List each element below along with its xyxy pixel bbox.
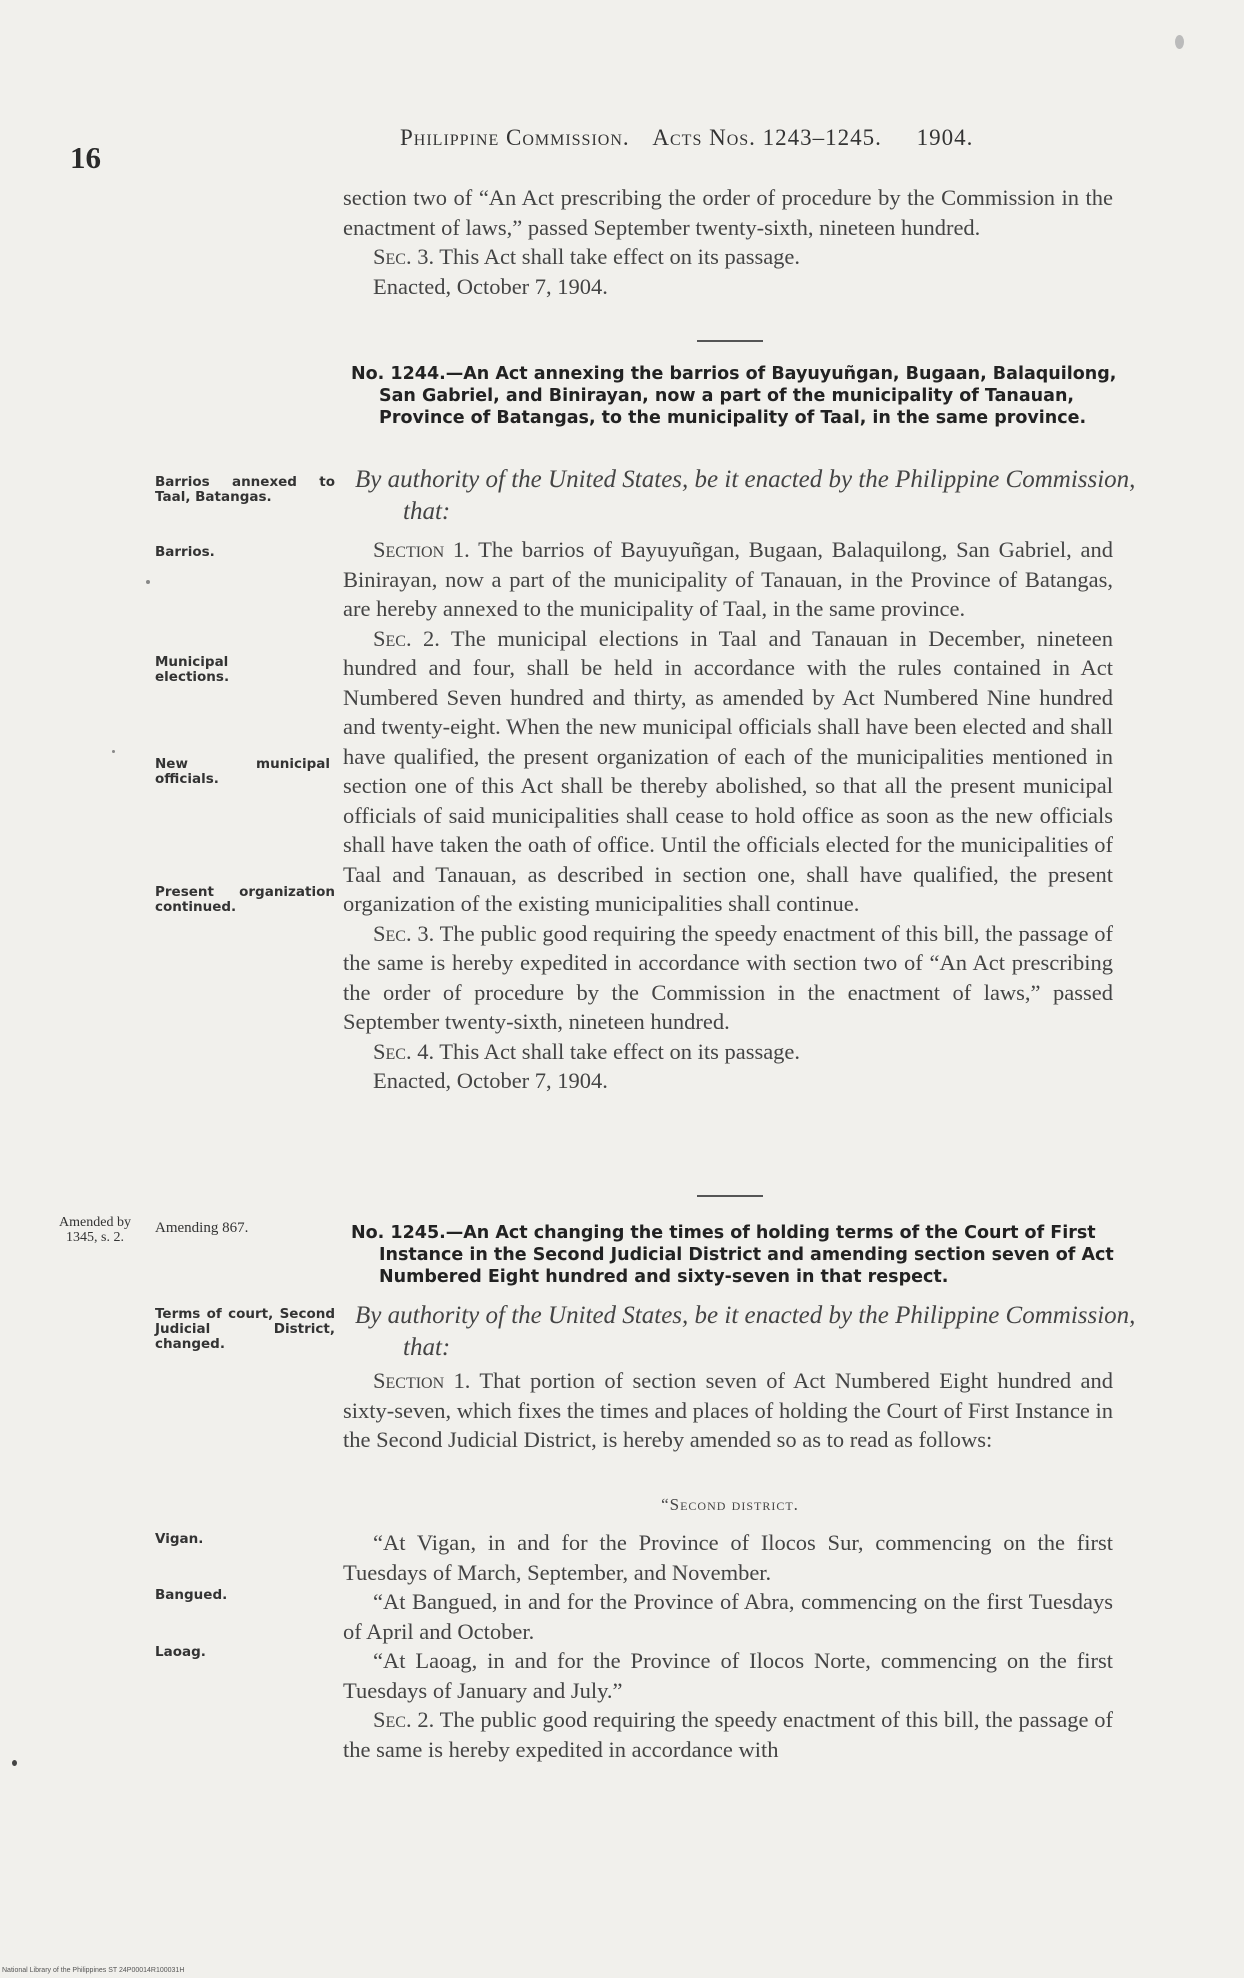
section-3: Sec. 3. This Act shall take effect on its passage. — [373, 244, 801, 269]
act-1245-district-body — [343, 1528, 1113, 1764]
act-1245-section-1 — [343, 1366, 1113, 1455]
scan-footer: National Library of the Philippines ST 24P00014R100031H — [2, 1967, 185, 1974]
margin-note-terms-of-court: Terms of court, Second Judicial District, changed. — [155, 1306, 335, 1352]
divider-rule — [697, 340, 763, 342]
margin-note-municipal-elections: Municipal elections. — [155, 654, 230, 685]
act-1244-title: No. 1244.—An Act annexing the barrios of Bayuyuñgan, Bugaan, Balaquilong, San Gabriel, and Binirayan, now a part of the municipality of Tanauan, Province of Batangas, to the municipality of Taal, in the same province. — [351, 364, 1117, 428]
enacted-date: Enacted, October 7, 1904. — [373, 273, 608, 299]
bangued-paragraph: “At Bangued, in and for the Province of Abra, commencing on the first Tuesdays of April and October. — [343, 1589, 1113, 1644]
margin-note-vigan: Vigan. — [155, 1531, 204, 1547]
section-2: Sec. 2. The municipal elections in Taal and Tanauan in December, nineteen hundred and four, shall be held in accordance with the rules contained in Act Numbered Seven hundred and thirty, as amended by Act Numbered Nine hundred and twenty-eight. When the new municipal officials shall have been elected and shall have qualified, the present organization of each of the municipalities mentioned in section one of this Act shall be thereby abolished, so that all the present municipal officials of said municipalities shall cease to hold office as soon as the new officials shall have taken the oath of office. Until the officials elected for the municipalities of Taal and Tanauan, as described in section one, shall have qualified, the present organization of the existing municipalities shall continue. — [343, 625, 1113, 916]
margin-note-present-organization: Present organization continued. — [155, 884, 335, 915]
margin-note-bangued: Bangued. — [155, 1587, 228, 1603]
scan-speck — [12, 1760, 17, 1766]
scan-speck — [1175, 35, 1184, 49]
margin-note-barrios-annexed: Barrios annexed to Taal, Batangas. — [155, 474, 335, 505]
section-1: Section 1. The barrios of Bayuyuñgan, Bugaan, Balaquilong, San Gabriel, and Binirayan, now a part of the municipality of Tanauan, in the Province of Batangas, are hereby annexed to the municipality of Taal, in the same province. — [343, 537, 1113, 621]
scan-speck — [146, 580, 150, 584]
margin-note-laoag: Laoag. — [155, 1644, 206, 1660]
margin-note-amending: Amending 867. — [155, 1220, 249, 1236]
act-1245-enacting-clause: By authority of the United States, be it enacted by the Philippine Commission, that: — [355, 1302, 1136, 1361]
margin-note-amended: Amended by 1345, s. 2. — [59, 1215, 131, 1245]
header-publisher: Philippine Commission. — [400, 125, 630, 150]
act-1244-body — [343, 535, 1113, 1096]
section-2: Sec. 2. The public good requiring the speedy enactment of this bill, the passage of the same is hereby expedited in accordance with — [343, 1707, 1113, 1762]
scan-speck — [112, 750, 115, 753]
laoag-paragraph: “At Laoag, in and for the Province of Ilocos Norte, commencing on the first Tuesdays of January and July.” — [343, 1648, 1113, 1703]
section-4: Sec. 4. This Act shall take effect on its passage. — [373, 1038, 801, 1064]
margin-note-barrios: Barrios. — [155, 544, 215, 560]
paragraph: section two of “An Act prescribing the order of procedure by the Commission in the enactment of laws,” passed September twenty-sixth, nineteen hundred. — [343, 185, 1113, 240]
act-1245-title: No. 1245.—An Act changing the times of holding terms of the Court of First Instance in the Second Judicial District and amending section seven of Act Numbered Eight hundred and sixty-seven in that respect. — [351, 1223, 1114, 1287]
margin-note-new-officials: New municipal officials. — [155, 756, 330, 787]
enacted-date: Enacted, October 7, 1904. — [373, 1068, 608, 1093]
header-acts: Acts Nos. 1243–1245. — [652, 125, 882, 150]
section-1: Section 1. That portion of section seven of Act Numbered Eight hundred and sixty-seven, which fixes the times and places of holding the Court of First Instance in the Second Judicial District, is hereby amended so as to read as follows: — [343, 1368, 1113, 1452]
divider-rule — [697, 1195, 763, 1197]
act-1244-enacting-clause: By authority of the United States, be it enacted by the Philippine Commission, that: — [355, 466, 1136, 525]
running-header — [400, 125, 973, 151]
page-number: 16 — [70, 140, 101, 175]
section-3: Sec. 3. The public good requiring the speedy enactment of this bill, the passage of the same is hereby expedited in accordance with section two of “An Act prescribing the order of procedure by the Commission in the enactment of laws,” passed September twenty-sixth, nineteen hundred. — [343, 920, 1113, 1034]
vigan-paragraph: “At Vigan, in and for the Province of Ilocos Sur, commencing on the first Tuesdays of March, September, and November. — [343, 1530, 1113, 1585]
act-1243-ending — [343, 183, 1113, 301]
district-heading: “Second district. — [661, 1495, 799, 1514]
header-year: 1904. — [916, 125, 974, 150]
